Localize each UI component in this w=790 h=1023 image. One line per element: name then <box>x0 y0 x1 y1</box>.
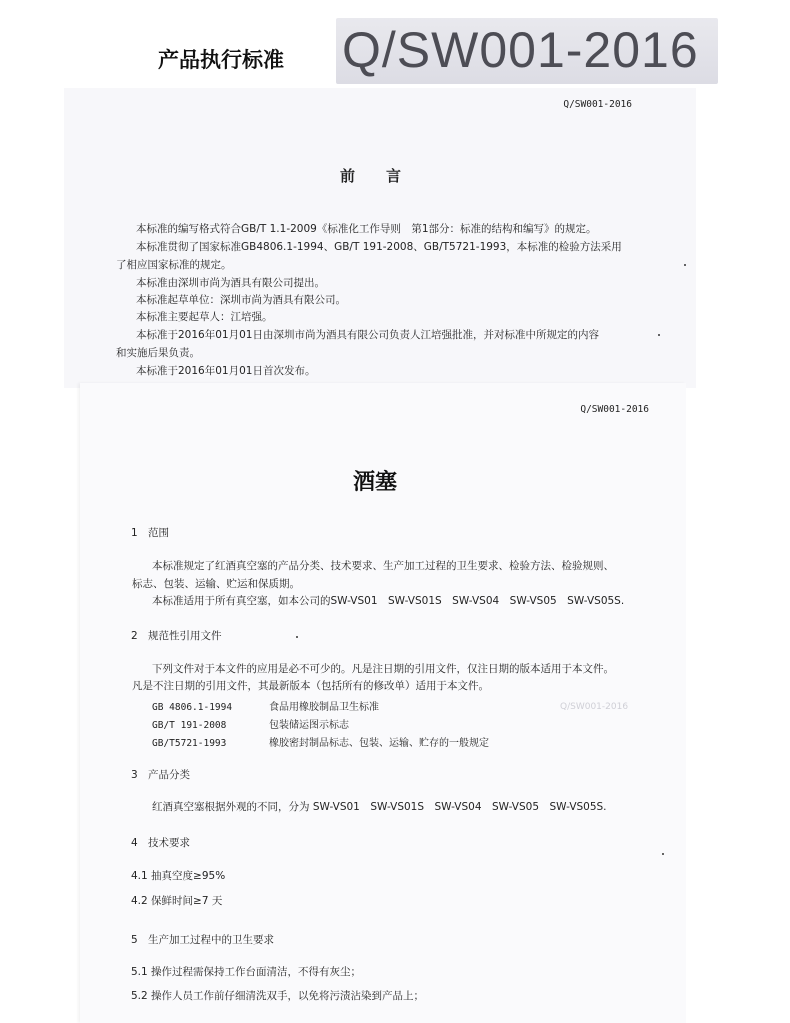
section-number: 5 <box>131 934 138 946</box>
section-title: 规范性引用文件 <box>148 630 222 642</box>
clause-line: 5.2 操作人员工作前仔细清洗双手，以免将污渍沾染到产品上； <box>131 990 425 1002</box>
page-code: Q/SW001-2016 <box>563 99 632 110</box>
foreword-line: 本标准于2016年01月01日首次发布。 <box>136 365 316 377</box>
body-line: 本标准规定了红酒真空塞的产品分类、技术要求、生产加工过程的卫生要求、检验方法、检验规则、 <box>152 560 614 572</box>
section-number: 1 <box>131 527 138 539</box>
foreword-line: 本标准主要起草人：江培强。 <box>136 311 273 323</box>
section-title: 技术要求 <box>148 837 190 849</box>
clause-line: 5.1 操作过程需保持工作台面清洁，不得有灰尘； <box>131 966 362 978</box>
scan-speck <box>296 636 298 638</box>
reference-name: 橡胶密封制品标志、包装、运输、贮存的一般规定 <box>269 738 489 749</box>
body-line: 红酒真空塞根据外观的不同，分为 SW-VS01 SW-VS01S SW-VS04 SW-VS05 SW-VS05S. <box>152 801 607 813</box>
section-heading <box>131 835 190 850</box>
section-heading <box>131 767 190 782</box>
clause-line: 4.1 抽真空度≥95% <box>131 870 226 882</box>
reference-row <box>152 734 489 749</box>
standard-code-large: Q/SW001-2016 <box>342 22 699 78</box>
foreword-line: 了相应国家标准的规定。 <box>116 259 232 271</box>
foreword-line: 本标准由深圳市尚为酒具有限公司提出。 <box>136 277 325 289</box>
foreword-line: 本标准于2016年01月01日由深圳市尚为酒具有限公司负责人江培强批准，并对标准中所规定的内容 <box>136 329 599 341</box>
document-page-foreword <box>64 88 696 388</box>
page-code: Q/SW001-2016 <box>580 404 649 415</box>
body-line: 凡是不注日期的引用文件，其最新版本（包括所有的修改单）适用于本文件。 <box>132 680 489 692</box>
reference-name: 食品用橡胶制品卫生标准 <box>269 702 379 713</box>
scan-speck <box>662 853 664 855</box>
reference-code: GB/T 191-2008 <box>152 720 227 731</box>
reference-row <box>152 716 349 731</box>
reference-name: 包装储运图示标志 <box>269 720 349 731</box>
foreword-heading: 前言 <box>340 167 433 185</box>
foreword-line: 本标准的编写格式符合GB/T 1.1-2009《标准化工作导则 第1部分：标准的结构和编写》的规定。 <box>136 223 597 235</box>
section-title: 产品分类 <box>148 769 190 781</box>
document-title: 酒塞 <box>353 470 398 495</box>
section-heading <box>131 525 169 540</box>
section-number: 3 <box>131 769 138 781</box>
clause-line: 4.2 保鲜时间≥7 天 <box>131 895 223 907</box>
body-line: 下列文件对于本文件的应用是必不可少的。凡是注日期的引用文件，仅注日期的版本适用于本文件。 <box>152 663 614 675</box>
page-header-title: 产品执行标准 <box>158 48 284 72</box>
section-heading <box>131 932 274 947</box>
body-line: 本标准适用于所有真空塞，如本公司的SW-VS01 SW-VS01S SW-VS04 SW-VS05 SW-VS05S. <box>152 595 625 607</box>
body-line: 标志、包装、运输、贮运和保质期。 <box>132 578 300 590</box>
section-title: 生产加工过程中的卫生要求 <box>148 934 274 946</box>
foreword-line: 和实施后果负责。 <box>116 347 200 359</box>
reference-code: GB/T5721-1993 <box>152 738 227 749</box>
section-heading <box>131 628 222 643</box>
foreword-line: 本标准起草单位：深圳市尚为酒具有限公司。 <box>136 294 346 306</box>
foreword-line: 本标准贯彻了国家标准GB4806.1-1994、GB/T 191-2008、GB/T5721-1993，本标准的检验方法采用 <box>136 241 622 253</box>
reference-row <box>152 698 379 713</box>
section-title: 范围 <box>148 527 169 539</box>
ghost-show-through-code: Q/SW001-2016 <box>560 702 629 712</box>
scan-speck <box>684 264 686 266</box>
reference-code: GB 4806.1-1994 <box>152 702 233 713</box>
scan-speck <box>658 334 660 336</box>
section-number: 2 <box>131 630 138 642</box>
document-page-stopper <box>80 383 686 1023</box>
section-number: 4 <box>131 837 138 849</box>
